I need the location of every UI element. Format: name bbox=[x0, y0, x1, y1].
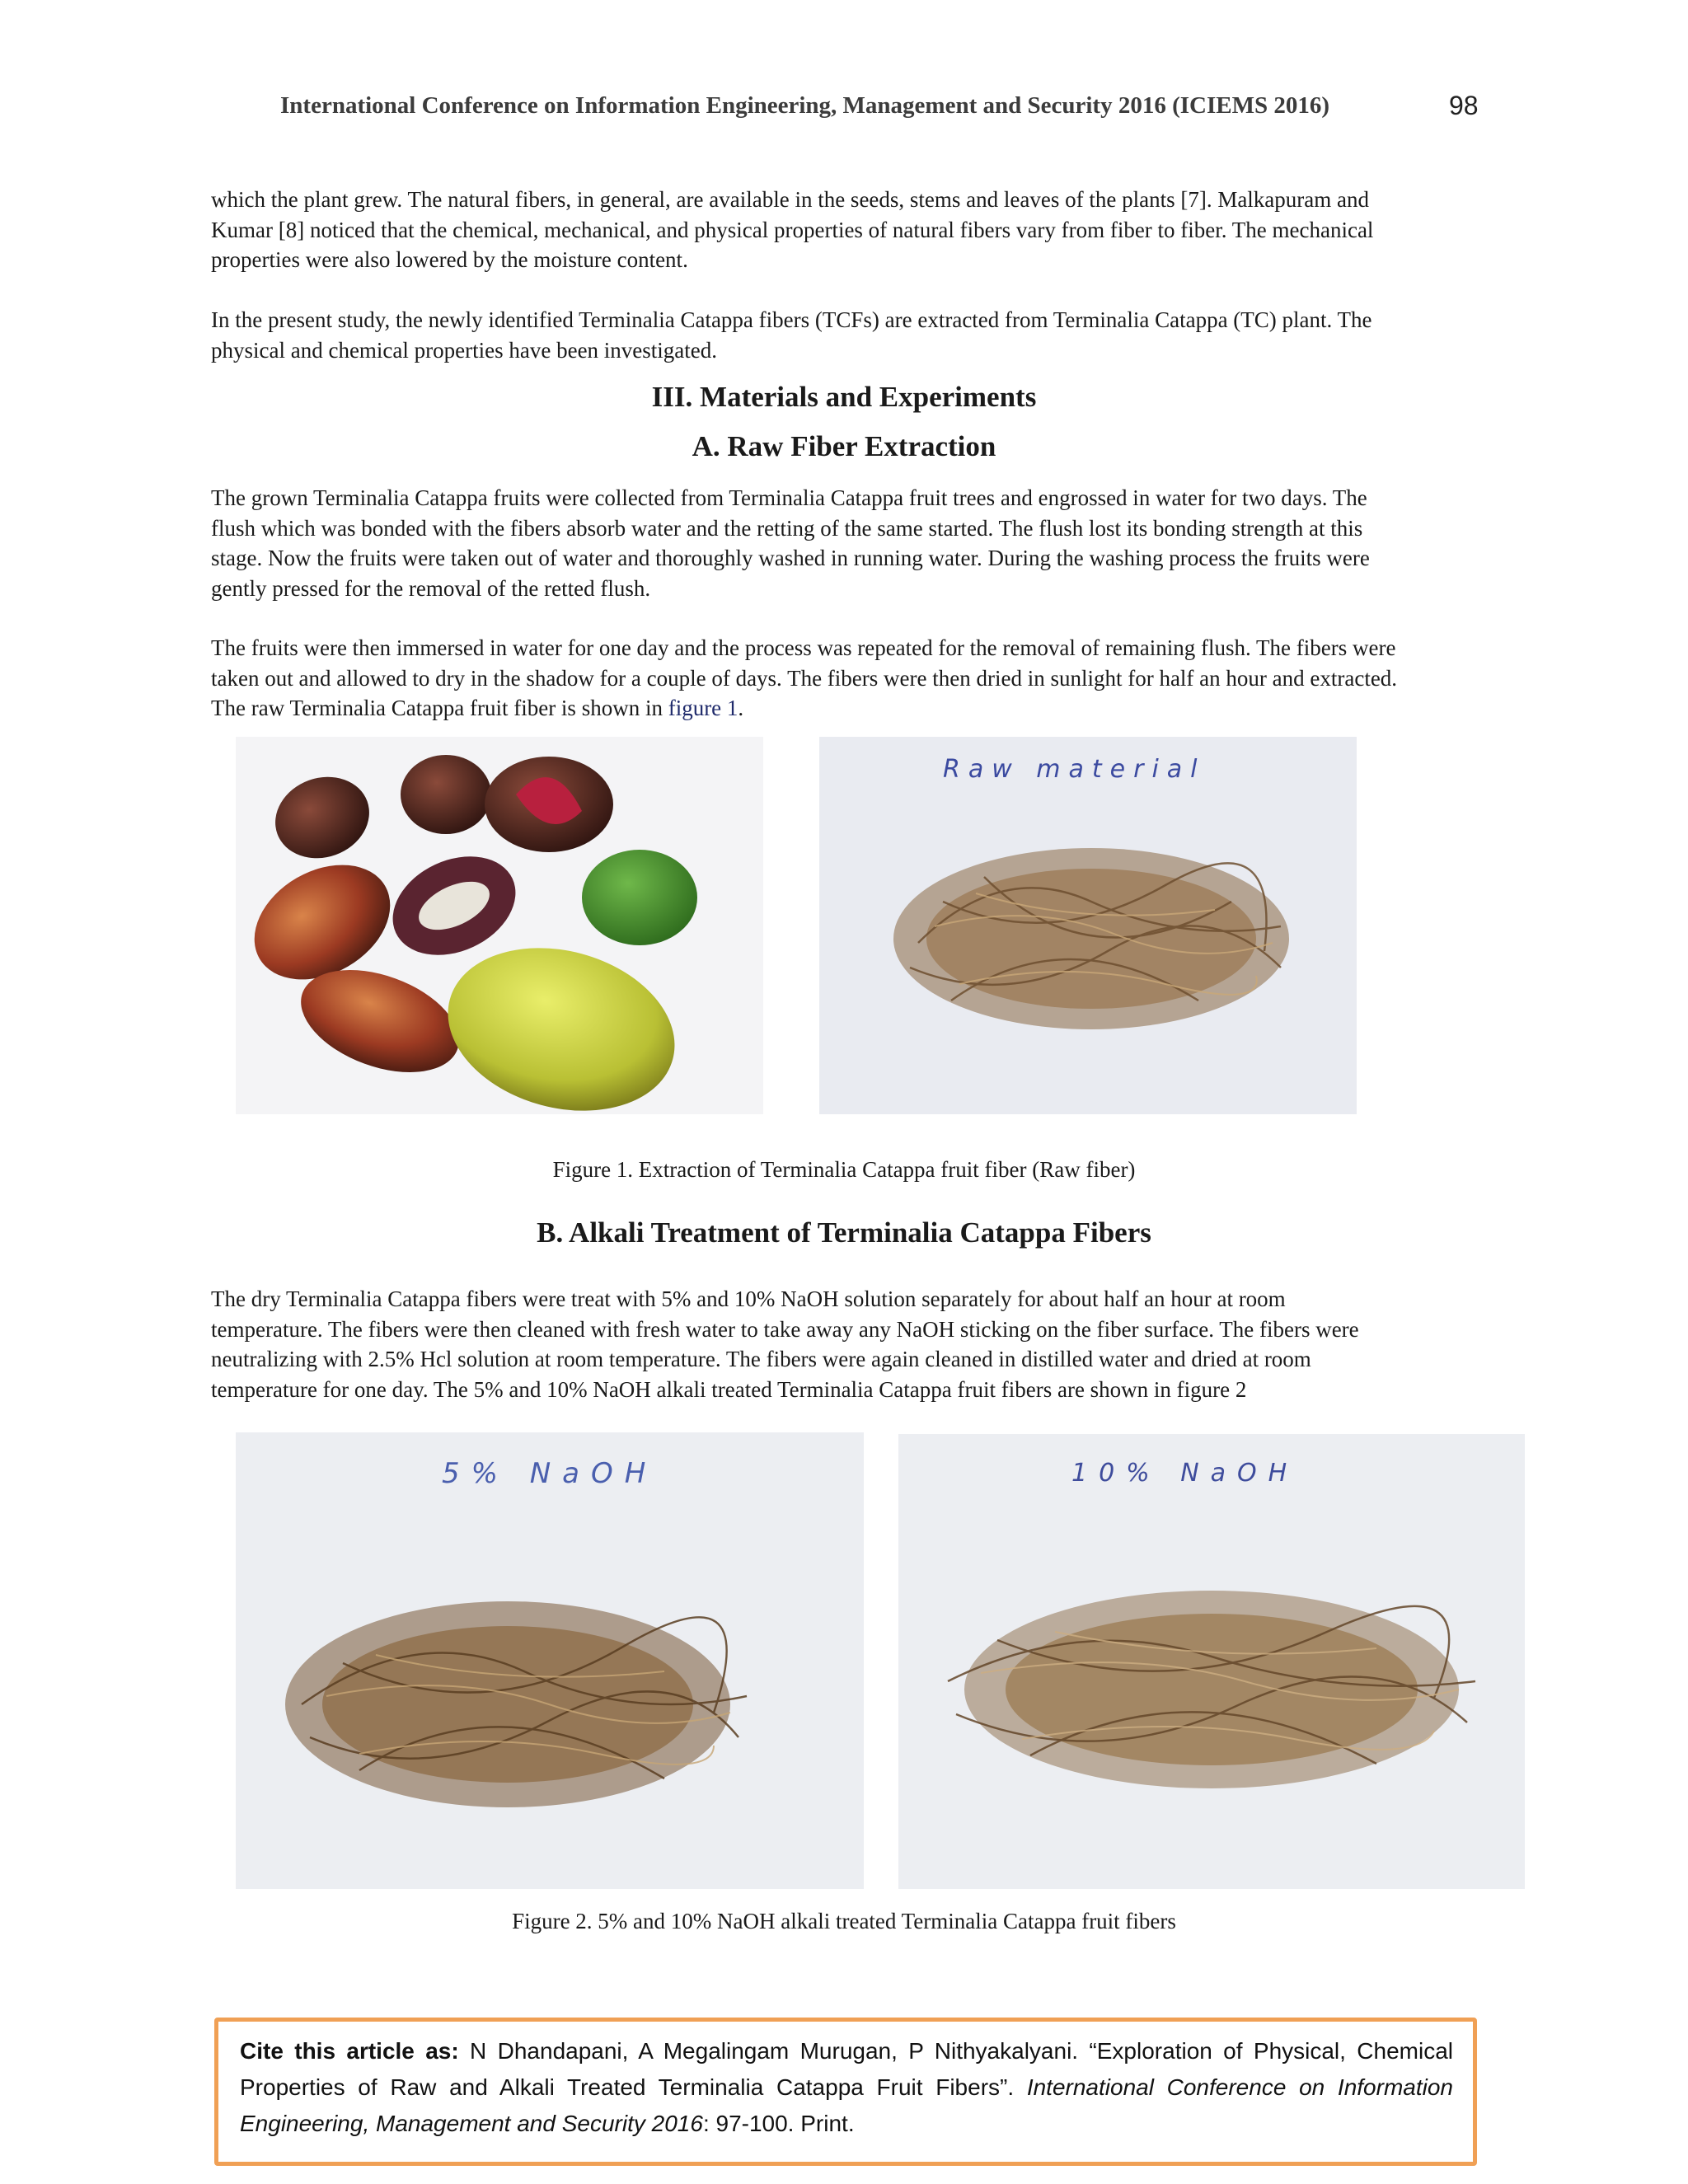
section-heading: III. Materials and Experiments bbox=[651, 381, 1037, 413]
fiber-10-percent-illustration bbox=[898, 1434, 1525, 1889]
subsection-heading-a: A. Raw Fiber Extraction bbox=[692, 430, 996, 462]
raw-material-label: Raw material bbox=[943, 755, 1206, 784]
text-line: neutralizing with 2.5% Hcl solution at room temperature. The fibers were again cleaned in distilled water and dried at room bbox=[211, 1347, 1311, 1371]
raw-extraction-paragraph-1 bbox=[211, 483, 1475, 603]
text-line: flush which was bonded with the fibers absorb water and the retting of the same started. The flush lost its bonding strength at this bbox=[211, 515, 1363, 541]
text-line: Kumar [8] noticed that the chemical, mechanical, and physical properties of natural fibers vary from fiber to fiber. The mechanical bbox=[211, 217, 1374, 242]
fiber-5-percent-illustration bbox=[236, 1432, 864, 1889]
page-number: 98 bbox=[1449, 91, 1479, 120]
figure-1-link[interactable]: figure 1 bbox=[668, 696, 738, 720]
citation-venue: International Conference on Information Engineering, Management and Security 2016 bbox=[240, 2074, 1453, 2136]
fruits-illustration bbox=[236, 737, 763, 1114]
text-line: The dry Terminalia Catappa fibers were treat with 5% and 10% NaOH solution separately for about half an hour at room bbox=[211, 1286, 1286, 1311]
text-line: stage. Now the fruits were taken out of water and thoroughly washed in running water. During the washing process the fruits were bbox=[211, 546, 1370, 570]
text-fragment: . bbox=[738, 696, 744, 720]
10-percent-naoh-label: 10% NaOH bbox=[1071, 1459, 1299, 1488]
text-line bbox=[211, 693, 1475, 724]
running-header: International Conference on Information Engineering, Management and Security 2016 (ICIEMS 2016) bbox=[280, 92, 1330, 119]
raw-extraction-paragraph-2 bbox=[211, 633, 1475, 724]
text-line: which the plant grew. The natural fibers, in general, are available in the seeds, stems and leaves of the plants [7]. Malkapuram and bbox=[211, 187, 1370, 212]
subsection-heading-b: B. Alkali Treatment of Terminalia Catappa Fibers bbox=[537, 1216, 1151, 1249]
figure-1-fruits-photo bbox=[236, 737, 763, 1114]
text-fragment: The raw Terminalia Catappa fruit fiber is shown in bbox=[211, 696, 668, 720]
citation-pages: : 97-100. Print. bbox=[702, 2111, 855, 2136]
figure-2-10-percent-naoh-photo bbox=[898, 1434, 1525, 1889]
figure-1-raw-fiber-photo bbox=[819, 737, 1357, 1114]
text-line: The grown Terminalia Catappa fruits were collected from Terminalia Catappa fruit trees and engrossed in water for two days. The bbox=[211, 485, 1367, 510]
text-line: properties were also lowered by the moisture content. bbox=[211, 247, 688, 272]
text-line: gently pressed for the removal of the retted flush. bbox=[211, 575, 651, 601]
5-percent-naoh-label: 5% NaOH bbox=[442, 1457, 658, 1490]
text-line: temperature for one day. The 5% and 10% NaOH alkali treated Terminalia Catappa fruit fibers are shown in figure 2 bbox=[211, 1376, 1247, 1402]
text-line: taken out and allowed to dry in the shadow for a couple of days. The fibers were then dried in sunlight for half an hour and extracted. bbox=[211, 665, 1398, 691]
text-line: temperature. The fibers were then cleaned with fresh water to take away any NaOH sticking on the fiber surface. The fibers were bbox=[211, 1316, 1359, 1342]
figure-1-caption: Figure 1. Extraction of Terminalia Catappa fruit fiber (Raw fiber) bbox=[552, 1157, 1136, 1182]
citation-label: Cite this article as: bbox=[240, 2038, 459, 2064]
citation-box bbox=[214, 2018, 1477, 2166]
figure-2-caption: Figure 2. 5% and 10% NaOH alkali treated Terminalia Catappa fruit fibers bbox=[512, 1909, 1176, 1933]
text-line: In the present study, the newly identified Terminalia Catappa fibers (TCFs) are extracted from Terminalia Catappa (TC) plant. The bbox=[211, 307, 1372, 332]
raw-fiber-illustration bbox=[819, 737, 1357, 1114]
citation-text bbox=[240, 2033, 1453, 2142]
study-paragraph bbox=[211, 305, 1475, 365]
alkali-treatment-paragraph bbox=[211, 1284, 1475, 1404]
text-line: physical and chemical properties have been investigated. bbox=[211, 337, 718, 363]
text-line: The fruits were then immersed in water for one day and the process was repeated for the removal of remaining flush. The fibers were bbox=[211, 635, 1396, 660]
figure-2-5-percent-naoh-photo bbox=[236, 1432, 864, 1889]
citation-authors-title: N Dhandapani, A Megalingam Murugan, P Nithyakalyani. “Exploration of Physical, Chemical Properties of Raw and Alkali Treated Terminalia Catappa Fruit Fibers”. bbox=[240, 2038, 1453, 2100]
intro-paragraph bbox=[211, 185, 1475, 275]
